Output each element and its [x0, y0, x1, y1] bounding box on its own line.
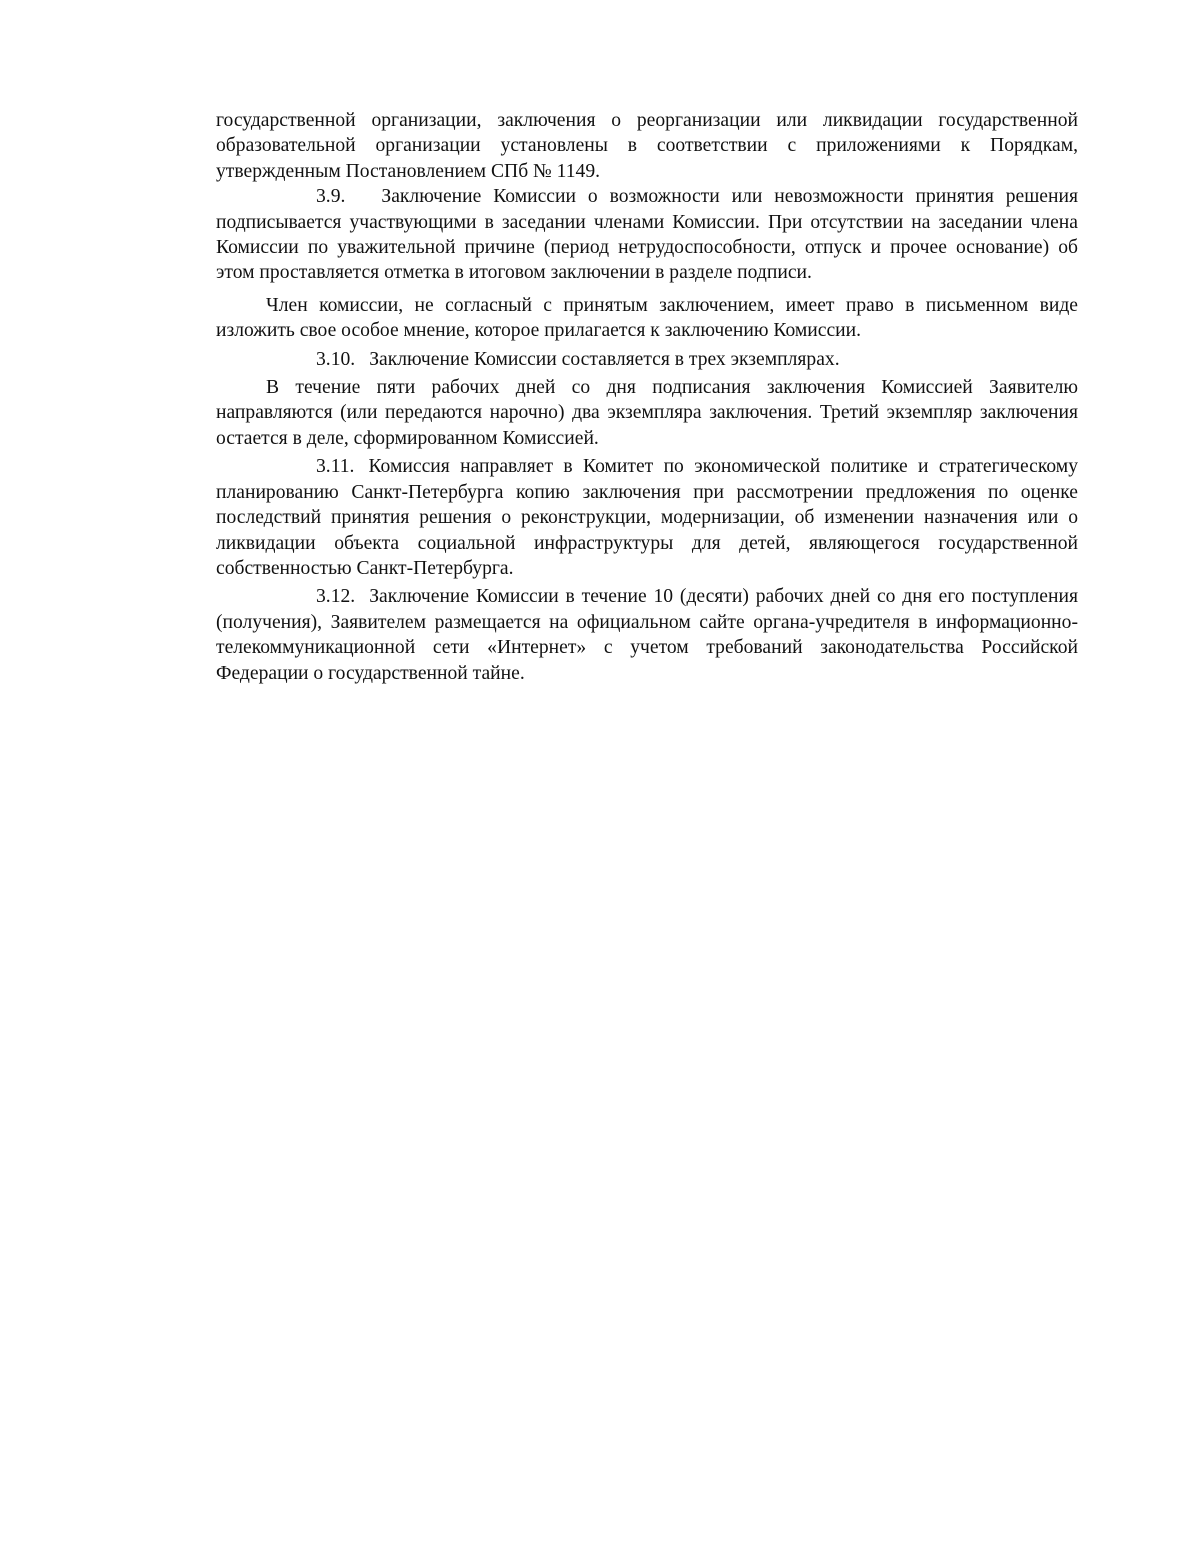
clause-text: Заключение Комиссии в течение 10 (десяти) рабочих дней со дня его поступления (получения), Заявителем размещается на официальном сайте органа-учредителя в информационно-телекоммуникационной сети «Интернет» с учетом требований законодательства Российской Федерации о государственной тайне.	[216, 586, 1078, 684]
clause-text: Заключение Комиссии составляется в трех экземплярах.	[369, 348, 840, 370]
paragraph-3-12	[216, 584, 1078, 686]
paragraph-dissent: Член комиссии, не согласный с принятым заключением, имеет право в письменном виде изложить свое особое мнение, которое прилагается к заключению Комиссии.	[216, 294, 1078, 342]
document-page	[216, 108, 1078, 686]
paragraph-3-9	[216, 184, 1078, 286]
paragraph-intro-continuation: государственной организации, заключения о реорганизации или ликвидации государственной образовательной организации установлены в соответствии с приложениями к Порядкам, утвержденным Постановлением СПб № 1149.	[216, 110, 1078, 182]
paragraph-copies-delivery: В течение пяти рабочих дней со дня подписания заключения Комиссией Заявителю направляются (или передаются нарочно) два экземпляра заключения. Третий экземпляр заключения остается в деле, сформированном Комиссией.	[216, 377, 1078, 449]
clause-text: Заключение Комиссии о возможности или невозможности принятия решения подписывается участвующими в заседании членами Комиссии. При отсутствии на заседании члена Комиссии по уважительной причине (период нетрудоспособности, отпуск и прочее основание) об этом проставляется отметка в итоговом заключении в разделе подписи.	[216, 186, 1078, 284]
paragraph-3-11	[216, 454, 1078, 581]
paragraph-3-10	[216, 347, 1078, 372]
clause-number: 3.11.	[316, 456, 355, 478]
clause-number: 3.9.	[316, 186, 346, 208]
clause-number: 3.12.	[316, 586, 356, 608]
clause-number: 3.10.	[316, 348, 356, 370]
clause-text: Комиссия направляет в Комитет по экономической политике и стратегическому планированию Санкт-Петербурга копию заключения при рассмотрении предложения по оценке последствий принятия решения о реконструкции, модернизации, об изменении назначения или о ликвидации объекта социальной инфраструктуры для детей, являющегося государственной собственностью Санкт-Петербурга.	[216, 456, 1078, 579]
